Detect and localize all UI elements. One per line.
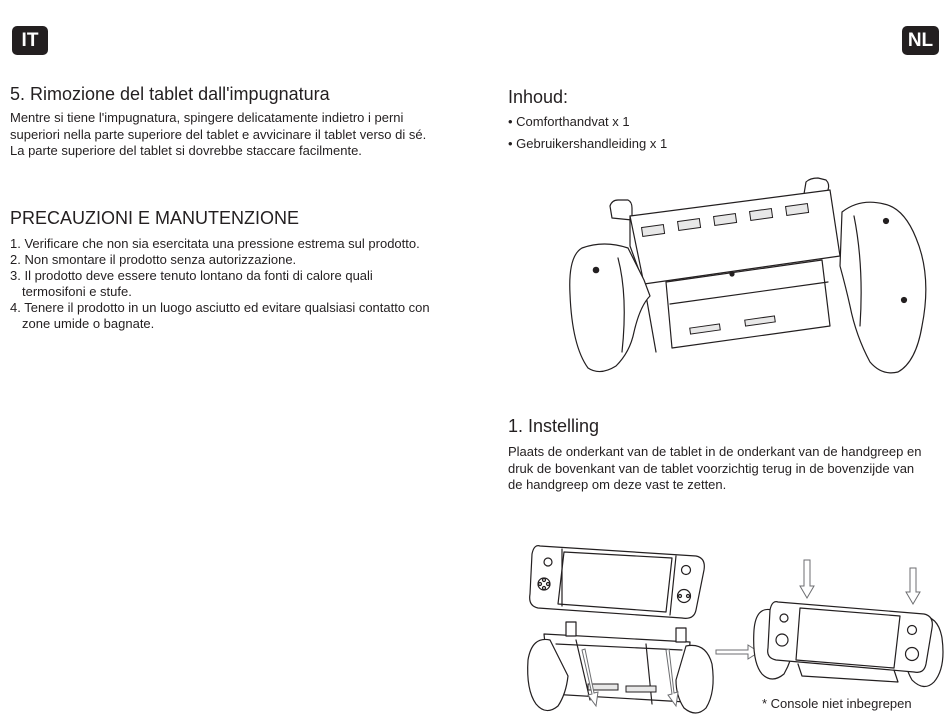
nl-contents-title: Inhoud: [508,87,569,107]
it-removal-line: Mentre si tiene l'impugnatura, spingere delicatamente indietro i perni [10,110,404,125]
list-item: • Gebruikershandleiding x 1 [508,135,668,151]
list-item: 1. Verificare che non sia esercitata una pressione estrema sul prodotto. [10,236,420,251]
language-badge-it: IT [12,26,48,55]
list-item: 4. Tenere il prodotto in un luogo asciutto ed evitare qualsiasi contatto con zone umide o bagnate. [10,300,430,331]
console-tablet-drawing [526,540,708,620]
list-item: 2. Non smontare il prodotto senza autorizzazione. [10,252,297,267]
comfort-grip-drawing [560,176,940,376]
nl-setup-line: de handgreep om deze vast te zetten. [508,477,727,492]
nl-setup-line: Plaats de onderkant van de tablet in de onderkant van de handgreep en [508,444,922,459]
it-removal-text [10,110,450,160]
it-removal-title: 5. Rimozione del tablet dall'impugnatura [10,84,330,104]
grip-open-drawing [526,620,716,718]
nl-setup-line: druk de bovenkant van de tablet voorzichtig terug in de bovenzijde van [508,460,915,476]
it-precautions-list [10,236,450,332]
language-badge-nl: NL [902,26,939,55]
list-item: 3. Il prodotto deve essere tenuto lontano da fonti di calore quali termosifoni e stufe. [10,268,373,299]
it-removal-line: La parte superiore del tablet si dovrebbe staccare facilmente. [10,143,362,158]
nl-contents-list [508,111,667,154]
it-precautions-title: PRECAUZIONI E MANUTENZIONE [10,208,300,228]
console-not-included-note: * Console niet inbegrepen [762,696,912,711]
it-removal-line: superiori nella parte superiore del tablet e avvicinare il tablet verso di sé. [10,126,427,142]
assembled-console-drawing [748,560,946,700]
nl-setup-text [508,444,948,494]
list-item: • Comforthandvat x 1 [508,114,630,129]
nl-setup-title: 1. Instelling [508,416,600,436]
